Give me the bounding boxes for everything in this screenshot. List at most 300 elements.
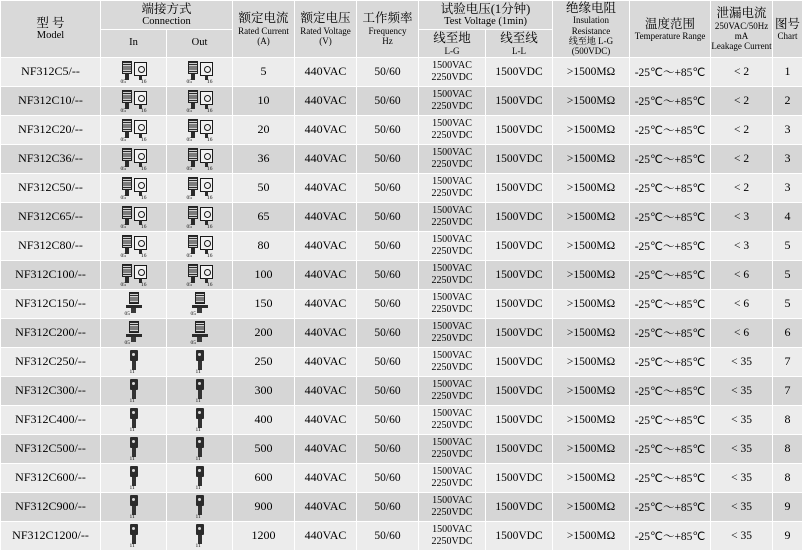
table-row — [1, 144, 802, 173]
cell-insulation: >1500MΩ — [553, 86, 630, 115]
cell-connection-in — [101, 115, 167, 144]
cell-rated-voltage: 440VAC — [295, 463, 357, 492]
cell-connection-out — [167, 492, 233, 521]
cell-rated-voltage: 440VAC — [295, 289, 357, 318]
cell-connection-out — [167, 347, 233, 376]
cell-model: NF312C65/-- — [1, 202, 101, 231]
header-test-ll-en: L-L — [512, 45, 527, 56]
cell-connection-out — [167, 115, 233, 144]
connector-graphic — [101, 117, 166, 143]
cell-chart: 5 — [773, 260, 802, 289]
header-connection — [101, 1, 233, 30]
cell-insulation: >1500MΩ — [553, 521, 630, 550]
header-test-ll-cn: 线至线 — [500, 31, 538, 46]
terminal-ribbed-icon: 05 16 — [187, 262, 213, 288]
header-connection-in: In — [101, 30, 167, 57]
cell-rated-current: 10 — [233, 86, 295, 115]
cell-connection-in — [101, 463, 167, 492]
cell-rated-current: 500 — [233, 434, 295, 463]
cell-leakage: < 35 — [711, 434, 773, 463]
cell-insulation: >1500MΩ — [553, 492, 630, 521]
connector-graphic — [167, 523, 232, 549]
cell-temperature: -25℃～+85℃ — [630, 289, 711, 318]
cell-chart: 9 — [773, 492, 802, 521]
cell-insulation: >1500MΩ — [553, 260, 630, 289]
table-row — [1, 347, 802, 376]
cell-frequency: 50/60 — [357, 492, 419, 521]
connector-graphic — [167, 407, 232, 433]
cell-insulation: >1500MΩ — [553, 405, 630, 434]
cell-leakage: < 6 — [711, 260, 773, 289]
cell-rated-voltage: 440VAC — [295, 57, 357, 86]
cell-leakage: < 2 — [711, 86, 773, 115]
cell-test-voltage-ll: 1500VDC — [486, 260, 553, 289]
terminal-ribbed-icon: 05 16 — [121, 175, 147, 201]
cell-temperature: -25℃～+85℃ — [630, 376, 711, 405]
terminal-bolt-icon: 11 — [193, 494, 207, 520]
terminal-ribbed-icon: 05 16 — [187, 146, 213, 172]
cell-test-voltage-lg: 1500VAC 2250VDC — [419, 86, 486, 115]
cell-rated-voltage: 440VAC — [295, 115, 357, 144]
cell-test-voltage-lg: 1500VAC 2250VDC — [419, 405, 486, 434]
cell-insulation: >1500MΩ — [553, 434, 630, 463]
cell-chart: 3 — [773, 115, 802, 144]
cell-test-voltage-ll: 1500VDC — [486, 57, 553, 86]
cell-chart: 6 — [773, 318, 802, 347]
cell-temperature: -25℃～+85℃ — [630, 434, 711, 463]
header-rated-current — [233, 1, 295, 58]
cell-test-voltage-lg: 1500VAC 2250VDC — [419, 492, 486, 521]
header-temperature — [630, 1, 711, 58]
connector-graphic — [101, 349, 166, 375]
cell-leakage: < 35 — [711, 521, 773, 550]
cell-insulation: >1500MΩ — [553, 173, 630, 202]
cell-rated-voltage: 440VAC — [295, 260, 357, 289]
cell-test-voltage-ll: 1500VDC — [486, 173, 553, 202]
cell-temperature: -25℃～+85℃ — [630, 521, 711, 550]
cell-chart: 8 — [773, 463, 802, 492]
cell-test-voltage-ll: 1500VDC — [486, 347, 553, 376]
header-test-voltage-en: Test Voltage (1min) — [444, 16, 527, 28]
cell-connection-out — [167, 318, 233, 347]
cell-model: NF312C80/-- — [1, 231, 101, 260]
cell-connection-in — [101, 144, 167, 173]
cell-leakage: < 35 — [711, 463, 773, 492]
terminal-stud-icon: 05 — [125, 291, 143, 317]
cell-rated-voltage: 440VAC — [295, 405, 357, 434]
cell-insulation: >1500MΩ — [553, 463, 630, 492]
terminal-bolt-icon: 11 — [193, 436, 207, 462]
header-connection-out: Out — [167, 30, 233, 57]
connector-graphic — [167, 378, 232, 404]
cell-rated-voltage: 440VAC — [295, 434, 357, 463]
cell-insulation: >1500MΩ — [553, 289, 630, 318]
cell-test-voltage-lg: 1500VAC 2250VDC — [419, 434, 486, 463]
cell-connection-in — [101, 260, 167, 289]
connector-graphic — [167, 262, 232, 288]
cell-rated-current: 5 — [233, 57, 295, 86]
cell-leakage: < 35 — [711, 376, 773, 405]
table-body — [1, 57, 802, 550]
header-test-voltage — [419, 1, 553, 30]
cell-connection-out — [167, 521, 233, 550]
header-chart-en: Chart — [777, 30, 798, 41]
cell-model: NF312C1200/-- — [1, 521, 101, 550]
connector-graphic — [167, 117, 232, 143]
cell-leakage: < 2 — [711, 115, 773, 144]
cell-frequency: 50/60 — [357, 173, 419, 202]
cell-test-voltage-lg: 1500VAC 2250VDC — [419, 347, 486, 376]
connector-graphic — [101, 233, 166, 259]
header-connection-cn: 端接方式 — [141, 1, 192, 16]
table-row — [1, 521, 802, 550]
terminal-bolt-icon: 11 — [193, 349, 207, 375]
terminal-bolt-icon: 11 — [193, 523, 207, 549]
terminal-bolt-icon: 11 — [193, 407, 207, 433]
cell-insulation: >1500MΩ — [553, 144, 630, 173]
cell-chart: 2 — [773, 86, 802, 115]
cell-test-voltage-ll: 1500VDC — [486, 521, 553, 550]
cell-connection-out — [167, 173, 233, 202]
cell-test-voltage-ll: 1500VDC — [486, 405, 553, 434]
connector-graphic — [167, 494, 232, 520]
terminal-ribbed-icon: 05 16 — [187, 117, 213, 143]
cell-test-voltage-lg: 1500VAC 2250VDC — [419, 463, 486, 492]
terminal-bolt-icon: 11 — [127, 436, 141, 462]
cell-leakage: < 35 — [711, 405, 773, 434]
cell-temperature: -25℃～+85℃ — [630, 231, 711, 260]
connector-graphic — [101, 88, 166, 114]
cell-leakage: < 2 — [711, 144, 773, 173]
cell-test-voltage-ll: 1500VDC — [486, 231, 553, 260]
header-test-lg — [419, 30, 486, 57]
terminal-bolt-icon: 11 — [127, 494, 141, 520]
cell-insulation: >1500MΩ — [553, 347, 630, 376]
terminal-ribbed-icon: 05 16 — [187, 88, 213, 114]
table-row — [1, 86, 802, 115]
table-row — [1, 231, 802, 260]
cell-model: NF312C5/-- — [1, 57, 101, 86]
cell-temperature: -25℃～+85℃ — [630, 86, 711, 115]
terminal-ribbed-icon: 05 16 — [187, 59, 213, 85]
cell-connection-out — [167, 231, 233, 260]
cell-rated-voltage: 440VAC — [295, 202, 357, 231]
cell-chart: 5 — [773, 289, 802, 318]
cell-connection-in — [101, 202, 167, 231]
cell-frequency: 50/60 — [357, 231, 419, 260]
cell-temperature: -25℃～+85℃ — [630, 202, 711, 231]
cell-leakage: < 6 — [711, 289, 773, 318]
terminal-ribbed-icon: 05 16 — [121, 88, 147, 114]
cell-connection-in — [101, 231, 167, 260]
connector-graphic — [167, 349, 232, 375]
cell-chart: 8 — [773, 434, 802, 463]
cell-test-voltage-ll: 1500VDC — [486, 86, 553, 115]
cell-model: NF312C200/-- — [1, 318, 101, 347]
cell-test-voltage-ll: 1500VDC — [486, 202, 553, 231]
header-insulation — [553, 1, 630, 58]
terminal-stud-icon: 05 — [125, 320, 143, 346]
connector-graphic — [167, 88, 232, 114]
table-row — [1, 289, 802, 318]
connector-graphic — [101, 175, 166, 201]
cell-temperature: -25℃～+85℃ — [630, 347, 711, 376]
header-row-main — [1, 1, 802, 30]
connector-graphic — [167, 465, 232, 491]
connector-graphic — [101, 146, 166, 172]
table-row — [1, 376, 802, 405]
terminal-ribbed-icon: 05 16 — [187, 204, 213, 230]
table-row — [1, 318, 802, 347]
cell-model: NF312C100/-- — [1, 260, 101, 289]
header-test-lg-en: L-G — [444, 45, 460, 56]
cell-connection-out — [167, 260, 233, 289]
connector-graphic — [167, 233, 232, 259]
cell-chart: 3 — [773, 144, 802, 173]
cell-rated-current: 100 — [233, 260, 295, 289]
cell-test-voltage-ll: 1500VDC — [486, 492, 553, 521]
connector-graphic — [101, 204, 166, 230]
table-row — [1, 260, 802, 289]
terminal-bolt-icon: 11 — [127, 349, 141, 375]
cell-test-voltage-lg: 1500VAC 2250VDC — [419, 376, 486, 405]
cell-test-voltage-lg: 1500VAC 2250VDC — [419, 521, 486, 550]
cell-connection-out — [167, 144, 233, 173]
cell-model: NF312C900/-- — [1, 492, 101, 521]
connector-graphic — [167, 204, 232, 230]
terminal-ribbed-icon: 05 16 — [121, 117, 147, 143]
connector-graphic — [167, 320, 232, 346]
cell-rated-current: 20 — [233, 115, 295, 144]
cell-rated-voltage: 440VAC — [295, 376, 357, 405]
header-insulation-sub: 线至地 L-G (500VDC) — [568, 36, 614, 57]
cell-leakage: < 35 — [711, 347, 773, 376]
terminal-bolt-icon: 11 — [193, 378, 207, 404]
terminal-ribbed-icon: 05 16 — [121, 262, 147, 288]
cell-connection-in — [101, 492, 167, 521]
cell-leakage: < 2 — [711, 57, 773, 86]
cell-model: NF312C500/-- — [1, 434, 101, 463]
header-test-lg-cn: 线至地 — [433, 31, 471, 46]
cell-test-voltage-lg: 1500VAC 2250VDC — [419, 318, 486, 347]
connector-graphic — [101, 436, 166, 462]
cell-temperature: -25℃～+85℃ — [630, 115, 711, 144]
terminal-bolt-icon: 11 — [127, 407, 141, 433]
cell-frequency: 50/60 — [357, 376, 419, 405]
connector-graphic — [167, 59, 232, 85]
connector-graphic — [101, 59, 166, 85]
cell-test-voltage-lg: 1500VAC 2250VDC — [419, 202, 486, 231]
header-rated-voltage-unit: (V) — [319, 36, 332, 47]
header-model-en: Model — [36, 30, 65, 42]
cell-connection-out — [167, 434, 233, 463]
cell-test-voltage-lg: 1500VAC 2250VDC — [419, 231, 486, 260]
header-rated-current-unit: (A) — [257, 36, 270, 47]
cell-insulation: >1500MΩ — [553, 376, 630, 405]
cell-rated-voltage: 440VAC — [295, 144, 357, 173]
header-model-cn: 型 号 — [36, 15, 65, 30]
cell-frequency: 50/60 — [357, 86, 419, 115]
cell-rated-current: 900 — [233, 492, 295, 521]
cell-temperature: -25℃～+85℃ — [630, 173, 711, 202]
cell-chart: 9 — [773, 521, 802, 550]
cell-temperature: -25℃～+85℃ — [630, 144, 711, 173]
cell-connection-in — [101, 318, 167, 347]
cell-frequency: 50/60 — [357, 434, 419, 463]
cell-test-voltage-lg: 1500VAC 2250VDC — [419, 57, 486, 86]
header-rated-voltage-cn: 额定电压 — [300, 11, 351, 26]
cell-leakage: < 2 — [711, 173, 773, 202]
connector-graphic — [167, 175, 232, 201]
connector-graphic — [167, 436, 232, 462]
cell-connection-out — [167, 376, 233, 405]
table-row — [1, 173, 802, 202]
cell-rated-current: 400 — [233, 405, 295, 434]
header-model — [1, 1, 101, 58]
cell-connection-out — [167, 289, 233, 318]
cell-frequency: 50/60 — [357, 405, 419, 434]
table-row — [1, 492, 802, 521]
terminal-ribbed-icon: 05 16 — [121, 59, 147, 85]
header-test-ll — [486, 30, 553, 57]
cell-connection-out — [167, 202, 233, 231]
connector-graphic — [101, 291, 166, 317]
header-rated-voltage — [295, 1, 357, 58]
table-row — [1, 115, 802, 144]
cell-rated-current: 80 — [233, 231, 295, 260]
cell-connection-in — [101, 57, 167, 86]
cell-rated-voltage: 440VAC — [295, 231, 357, 260]
cell-test-voltage-lg: 1500VAC 2250VDC — [419, 289, 486, 318]
cell-frequency: 50/60 — [357, 347, 419, 376]
cell-connection-in — [101, 434, 167, 463]
connector-graphic — [101, 407, 166, 433]
cell-connection-in — [101, 521, 167, 550]
terminal-bolt-icon: 11 — [127, 378, 141, 404]
cell-chart: 7 — [773, 347, 802, 376]
terminal-bolt-icon: 11 — [193, 465, 207, 491]
header-rated-current-cn: 额定电流 — [238, 11, 289, 26]
cell-connection-in — [101, 376, 167, 405]
cell-test-voltage-ll: 1500VDC — [486, 318, 553, 347]
header-chart — [773, 1, 802, 58]
header-rated-voltage-en: Rated Voltage — [300, 25, 351, 36]
cell-connection-in — [101, 347, 167, 376]
header-temperature-cn: 温度范围 — [645, 16, 696, 31]
cell-frequency: 50/60 — [357, 289, 419, 318]
cell-temperature: -25℃～+85℃ — [630, 318, 711, 347]
cell-model: NF312C250/-- — [1, 347, 101, 376]
cell-model: NF312C50/-- — [1, 173, 101, 202]
cell-test-voltage-lg: 1500VAC 2250VDC — [419, 115, 486, 144]
connector-graphic — [101, 465, 166, 491]
header-rated-current-en: Rated Current — [238, 25, 289, 36]
table-row — [1, 434, 802, 463]
cell-test-voltage-ll: 1500VDC — [486, 463, 553, 492]
cell-leakage: < 3 — [711, 202, 773, 231]
header-leakage-sub: 250VAC/50Hz mA — [714, 20, 769, 41]
cell-connection-in — [101, 86, 167, 115]
terminal-stud-icon: 05 — [191, 291, 209, 317]
terminal-ribbed-icon: 05 16 — [121, 204, 147, 230]
cell-connection-out — [167, 86, 233, 115]
cell-frequency: 50/60 — [357, 144, 419, 173]
connector-graphic — [101, 378, 166, 404]
cell-frequency: 50/60 — [357, 260, 419, 289]
cell-test-voltage-ll: 1500VDC — [486, 144, 553, 173]
cell-test-voltage-lg: 1500VAC 2250VDC — [419, 144, 486, 173]
cell-rated-current: 250 — [233, 347, 295, 376]
cell-rated-current: 65 — [233, 202, 295, 231]
header-connection-en: Connection — [142, 16, 191, 28]
cell-temperature: -25℃～+85℃ — [630, 405, 711, 434]
connector-graphic — [101, 320, 166, 346]
cell-leakage: < 35 — [711, 492, 773, 521]
cell-test-voltage-ll: 1500VDC — [486, 434, 553, 463]
cell-connection-out — [167, 57, 233, 86]
cell-insulation: >1500MΩ — [553, 202, 630, 231]
cell-rated-current: 36 — [233, 144, 295, 173]
cell-chart: 8 — [773, 405, 802, 434]
cell-test-voltage-ll: 1500VDC — [486, 376, 553, 405]
terminal-ribbed-icon: 05 16 — [187, 175, 213, 201]
cell-chart: 3 — [773, 173, 802, 202]
table-header — [1, 1, 802, 58]
connector-graphic — [167, 291, 232, 317]
cell-test-voltage-lg: 1500VAC 2250VDC — [419, 173, 486, 202]
terminal-ribbed-icon: 05 16 — [121, 233, 147, 259]
cell-frequency: 50/60 — [357, 521, 419, 550]
header-temperature-en: Temperature Range — [634, 30, 706, 41]
cell-connection-out — [167, 405, 233, 434]
cell-frequency: 50/60 — [357, 115, 419, 144]
cell-leakage: < 6 — [711, 318, 773, 347]
table-row — [1, 202, 802, 231]
terminal-bolt-icon: 11 — [127, 465, 141, 491]
cell-rated-current: 200 — [233, 318, 295, 347]
cell-frequency: 50/60 — [357, 318, 419, 347]
cell-insulation: >1500MΩ — [553, 57, 630, 86]
cell-rated-current: 50 — [233, 173, 295, 202]
cell-rated-voltage: 440VAC — [295, 492, 357, 521]
cell-model: NF312C20/-- — [1, 115, 101, 144]
terminal-ribbed-icon: 05 16 — [187, 233, 213, 259]
cell-model: NF312C300/-- — [1, 376, 101, 405]
connector-graphic — [101, 523, 166, 549]
cell-frequency: 50/60 — [357, 463, 419, 492]
cell-model: NF312C36/-- — [1, 144, 101, 173]
header-chart-cn: 图号 — [775, 16, 801, 31]
table-row — [1, 57, 802, 86]
header-test-voltage-cn: 试验电压(1分钟) — [440, 1, 531, 16]
cell-temperature: -25℃～+85℃ — [630, 492, 711, 521]
header-leakage — [711, 1, 773, 58]
cell-insulation: >1500MΩ — [553, 318, 630, 347]
header-frequency-cn: 工作频率 — [362, 11, 413, 26]
header-insulation-en: Insulation Resistance — [571, 15, 611, 36]
cell-leakage: < 3 — [711, 231, 773, 260]
connector-graphic — [101, 262, 166, 288]
cell-chart: 7 — [773, 376, 802, 405]
cell-frequency: 50/60 — [357, 202, 419, 231]
cell-connection-in — [101, 405, 167, 434]
cell-rated-current: 600 — [233, 463, 295, 492]
header-leakage-cn: 泄漏电流 — [716, 6, 767, 21]
table-row — [1, 463, 802, 492]
cell-rated-voltage: 440VAC — [295, 86, 357, 115]
cell-rated-voltage: 440VAC — [295, 347, 357, 376]
cell-test-voltage-ll: 1500VDC — [486, 115, 553, 144]
